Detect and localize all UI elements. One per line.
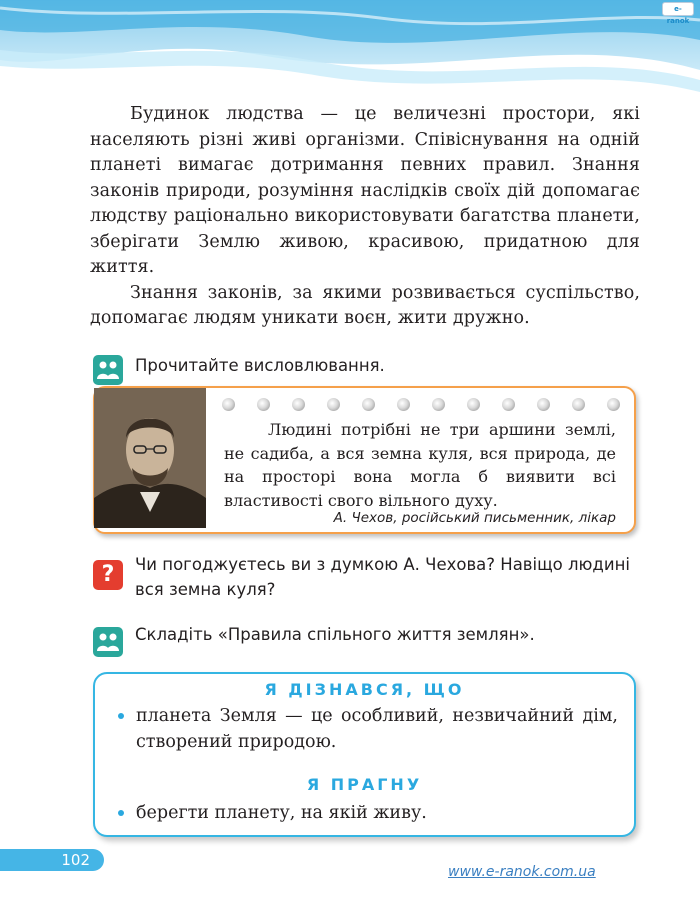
intro-paragraph: Знання законів, за якими розвивається суспільство, допомагає людям уникати воєн, жити дружно. [90, 282, 640, 328]
learned-item-text: планета Земля — це особливий, незвичайний дім, створений природою. [136, 706, 618, 752]
bullet-dot [118, 713, 124, 719]
intro-text [90, 102, 640, 332]
strive-item [118, 800, 618, 826]
group-work-icon [93, 627, 123, 657]
question-icon: ? [93, 560, 123, 590]
learned-item [118, 703, 618, 755]
intro-paragraph: Будинок людства — це величезні простори, які населяють різні живі організми. Співіснування на одній планеті вимагає дотримання певних правил. Знання законів природи, розуміння наслідків своїх дій допомагає людству раціонально використовувати багатства планети, зберігати Землю живою, красивою, придатною для життя. [90, 104, 640, 277]
task-read-quote: Прочитайте висловлювання. [135, 356, 385, 375]
strive-item-text: берегти планету, на якій живу. [136, 803, 427, 823]
group-work-icon [93, 355, 123, 385]
heading-learned: Я ДІЗНАВСЯ, ЩО [264, 680, 465, 699]
task-compose-rules: Складіть «Правила спільного життя землян». [135, 625, 535, 644]
publisher-logo: e-ranok [662, 2, 694, 16]
task-question: Чи погоджуєтесь ви з думкою А. Чехова? Навіщо людині вся земна куля? [135, 555, 630, 599]
quote-text: Людині потрібні не три аршини землі, не садиба, а вся земна куля, вся природа, де на просторі вона могла б виявити всі властивості свого вільного духу. [224, 420, 616, 510]
heading-strive: Я ПРАГНУ [306, 775, 423, 794]
page-number: 102 [0, 849, 104, 871]
chekhov-portrait [94, 388, 206, 528]
bullet-dot [118, 810, 124, 816]
notepad-rings [222, 398, 622, 412]
quote-author: А. Чехов, російський письменник, лікар [333, 510, 616, 526]
website-link[interactable]: www.e-ranok.com.ua [448, 864, 596, 880]
header-wave-decoration [0, 0, 700, 100]
